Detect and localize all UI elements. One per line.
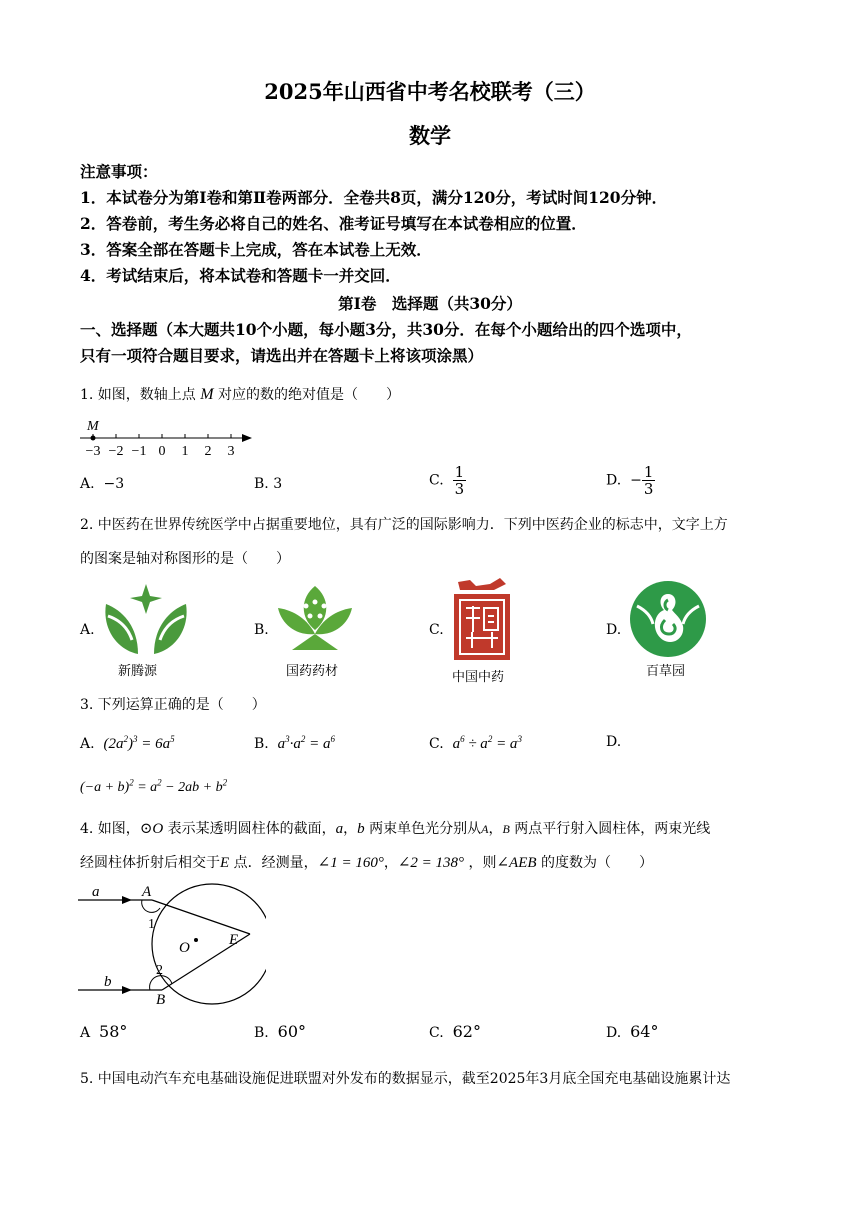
q3-option-c[interactable]: C. $a^6 \div a^2 = a^3$: [429, 734, 522, 752]
q2-stem-line1: 2. 中医药在世界传统医学中占据重要地位，具有广泛的国际影响力．下列中医药企业的标志中，文字上方: [80, 517, 728, 533]
axis-arrow: [242, 434, 252, 442]
axis-tick-label: 1: [181, 444, 189, 459]
q4-circle-figure: [76, 880, 266, 1008]
logo-zhongguo-zhongyao-icon[interactable]: [450, 576, 514, 664]
q2-option-a-label[interactable]: A.: [80, 622, 95, 638]
q2-option-c-label[interactable]: C.: [429, 622, 444, 638]
notice-item-2: 2．答卷前，考生务必将自己的姓名、准考证号填写在本试卷相应的位置．: [80, 214, 587, 233]
logo-caption-c: 中国中药: [452, 670, 505, 685]
part1-heading: 第Ⅰ卷 选择题（共30分）: [338, 294, 522, 313]
logo-caption-a: 新腾源: [118, 664, 158, 679]
logo-baicaoyuan-icon[interactable]: [627, 580, 709, 658]
label-b-point: B: [156, 992, 166, 1008]
segment-ae: [152, 900, 250, 934]
notice-heading: 注意事项：: [80, 162, 158, 181]
q4-stem-line2: 经圆柱体折射后相交于E 点．经测量，∠1 = 160°，∠2 = 138° ，则∠AEB 的度数为（ ）: [80, 855, 653, 871]
axis-tick-label: 2: [204, 444, 212, 459]
point-m-label: M: [87, 419, 99, 434]
q4-option-c[interactable]: C. 62°: [429, 1022, 481, 1041]
q3-option-b[interactable]: B. $a^3\cdot a^2 = a^6$: [254, 734, 336, 752]
q1-stem: 1. 如图，数轴上点 M 对应的数的绝对值是（ ）: [80, 386, 401, 403]
label-angle-2: 2: [156, 963, 163, 978]
q4-option-a[interactable]: A 58°: [80, 1022, 128, 1041]
q3-option-a[interactable]: A. $(2a^2)^3 = 6a^5$: [80, 734, 175, 752]
ray-b-arrow: [122, 986, 132, 994]
ray-a-arrow: [122, 896, 132, 904]
notice-item-4: 4．考试结束后，将本试卷和答题卡一并交回．: [80, 266, 401, 285]
q4-stem-line1: 4. 如图，⊙O 表示某透明圆柱体的截面，a，b 两束单色光分别从A，B 两点平行射入圆柱体，两束光线: [80, 821, 711, 837]
q1-option-b[interactable]: B. 3: [254, 476, 283, 492]
q4-option-d[interactable]: D. 64°: [606, 1022, 659, 1041]
q5-stem-line1: 5. 中国电动汽车充电基础设施促进联盟对外发布的数据显示，截至2025年3月底全国充电基础设施累计达: [80, 1071, 731, 1087]
q1-number-line: [76, 414, 256, 462]
subject-title: 数学: [409, 123, 451, 148]
q3-option-d[interactable]: D.: [606, 734, 622, 750]
q4-option-b[interactable]: B. 60°: [254, 1022, 307, 1041]
logo-caption-b: 国药药材: [286, 664, 339, 679]
q2-option-b-label[interactable]: B.: [254, 622, 269, 638]
fraction-one-third: $\frac{1}{3}$: [643, 463, 654, 498]
label-angle-1: 1: [148, 917, 155, 932]
center-o: [194, 938, 198, 942]
axis-tick-label: 0: [158, 444, 166, 459]
q2-stem-line2: 的图案是轴对称图形的是（ ）: [80, 551, 290, 567]
axis-tick-label: −3: [85, 444, 101, 459]
q3-option-d-expression: $(-a + b)^2 = a^2 - 2ab + b^2$: [80, 777, 228, 795]
logo-caption-d: 百草园: [646, 664, 686, 679]
axis-tick-label: −2: [108, 444, 124, 459]
q1-option-c[interactable]: C. $\frac{1}{3}$: [429, 463, 465, 498]
section-instructions-line1: 一、选择题（本大题共10个小题，每小题3分，共30分．在每个小题给出的四个选项中，: [80, 320, 692, 339]
fraction-one-third: $\frac{1}{3}$: [454, 463, 465, 498]
logo-xintengyuan-icon[interactable]: [98, 580, 194, 660]
label-o: O: [179, 940, 190, 956]
label-ray-a: a: [92, 884, 100, 900]
q1-option-d[interactable]: D. − $\frac{1}{3}$: [606, 463, 654, 498]
q2-option-d-label[interactable]: D.: [606, 622, 622, 638]
q3-stem: 3. 下列运算正确的是（ ）: [80, 697, 266, 713]
q1-option-a[interactable]: A. −3: [80, 476, 125, 492]
label-ray-b: b: [104, 974, 112, 990]
notice-item-3: 3．答案全部在答题卡上完成，答在本试卷上无效．: [80, 240, 432, 259]
logo-guoyao-icon[interactable]: [272, 580, 358, 660]
label-a-point: A: [142, 884, 152, 900]
axis-tick-label: −1: [131, 444, 147, 459]
exam-title: 2025年山西省中考名校联考（三）: [264, 79, 596, 104]
section-instructions-line2: 只有一项符合题目要求，请选出并在答题卡上将该项涂黑）: [80, 346, 484, 365]
axis-tick-label: 3: [227, 444, 235, 459]
notice-item-1: 1．本试卷分为第Ⅰ卷和第Ⅱ卷两部分．全卷共8页，满分120分，考试时间120分钟．: [80, 188, 668, 207]
label-e: E: [229, 932, 239, 948]
